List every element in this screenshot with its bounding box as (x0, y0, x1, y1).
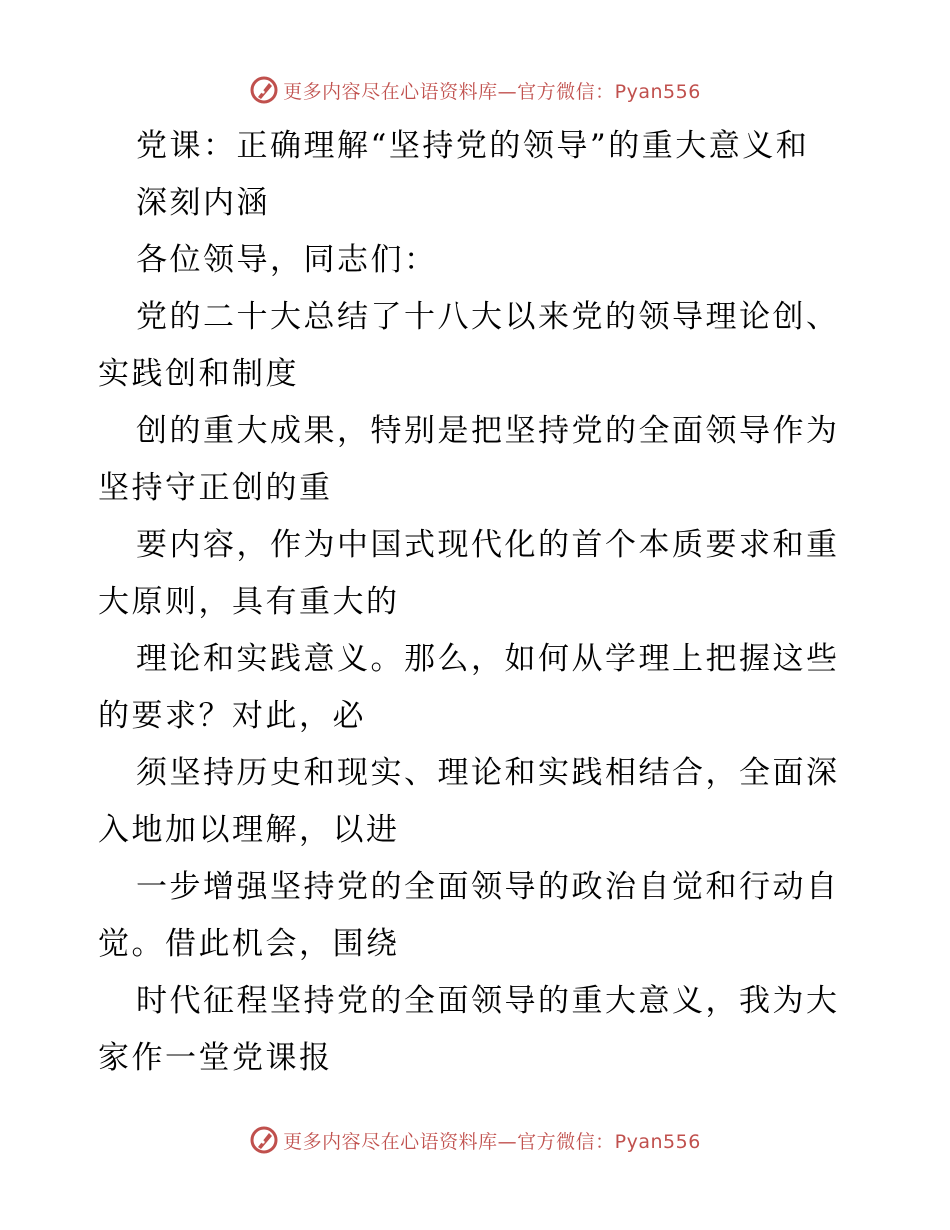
text-line: 实践创和制度 (98, 356, 299, 392)
text-line: 各位领导，同志们： (136, 242, 438, 278)
text-line: 党的二十大总结了十八大以来党的领导理论创、 (136, 299, 840, 335)
text-line: 的要求？对此，必 (98, 698, 366, 734)
text-line: 入地加以理解，以进 (98, 812, 400, 848)
text-line: 时代征程坚持党的全面领导的重大意义，我为大 (136, 983, 840, 1019)
watermark-text: 更多内容尽在心语资料库—官方微信：Pyan556 (283, 1130, 701, 1153)
text-line: 觉。借此机会，围绕 (98, 926, 400, 962)
text-line: 党课：正确理解“坚持党的领导”的重大意义和 (136, 128, 810, 164)
header-watermark (0, 70, 950, 110)
text-line: 坚持守正创的重 (98, 470, 333, 506)
text-line: 大原则，具有重大的 (98, 584, 400, 620)
text-line: 须坚持历史和现实、理论和实践相结合，全面深 (136, 755, 840, 791)
text-line: 家作一堂党课报 (98, 1040, 333, 1076)
footer-watermark (0, 1120, 950, 1160)
pen-nib-circle-icon (249, 75, 279, 105)
watermark-text: 更多内容尽在心语资料库—官方微信：Pyan556 (283, 80, 701, 103)
text-line: 一步增强坚持党的全面领导的政治自觉和行动自 (136, 869, 840, 905)
text-line: 深刻内涵 (136, 185, 270, 221)
text-line: 创的重大成果，特别是把坚持党的全面领导作为 (136, 413, 840, 449)
document-body (98, 118, 858, 1087)
text-line: 理论和实践意义。那么，如何从学理上把握这些 (136, 641, 840, 677)
pen-nib-circle-icon (249, 1125, 279, 1155)
text-line: 要内容，作为中国式现代化的首个本质要求和重 (136, 527, 840, 563)
